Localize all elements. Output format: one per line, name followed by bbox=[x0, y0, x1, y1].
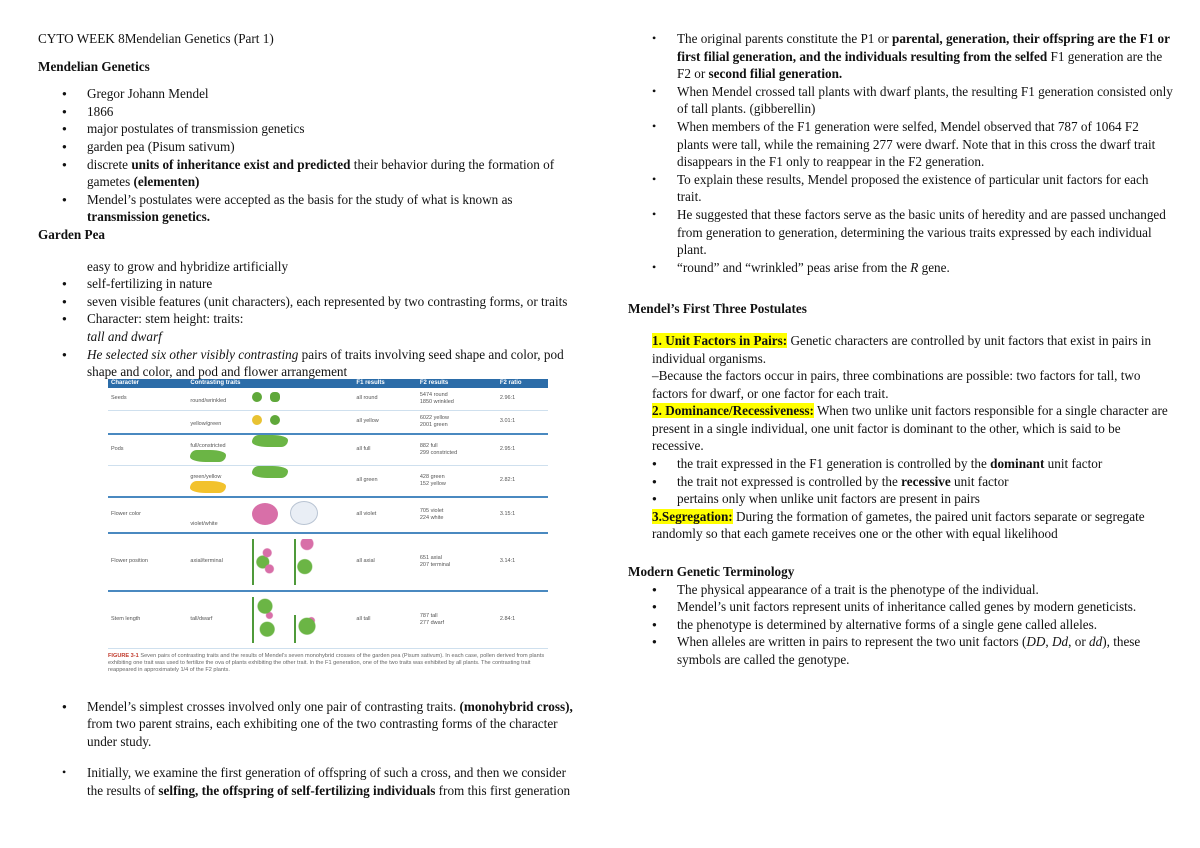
constricted-pod-image bbox=[190, 450, 226, 462]
white-flower-image bbox=[290, 501, 318, 525]
heading-postulates: Mendel’s First Three Postulates bbox=[628, 301, 807, 317]
cell-ratio: 3.01:1 bbox=[497, 410, 548, 434]
tall-dwarf-text: tall and dwarf bbox=[87, 328, 162, 344]
cell-f2: 705 violet 224 white bbox=[417, 497, 497, 533]
list-item: ● 1866 bbox=[38, 103, 583, 121]
document-title: CYTO WEEK 8Mendelian Genetics (Part 1) bbox=[38, 31, 274, 46]
list-item: ● garden pea (Pisum sativum) bbox=[38, 138, 583, 156]
green-pod-image bbox=[252, 466, 288, 478]
violet-flower-image bbox=[252, 503, 278, 525]
generations-list bbox=[628, 30, 1173, 276]
cell-ratio: 3.14:1 bbox=[497, 533, 548, 591]
header-f2: F2 results bbox=[417, 379, 497, 388]
cell-f1: all round bbox=[353, 388, 416, 411]
cell-character: Stem length bbox=[108, 591, 187, 649]
list-item-alleles: ● When alleles are written in pairs to represent the two unit factors (DD, Dd, or dd), these symbols are called the genotype. bbox=[628, 633, 1173, 668]
green-pea-image bbox=[270, 415, 280, 425]
list-item-initially: • Initially, we examine the first generation of offspring of such a cross, and then we consider the results of selfing, the offspring of self-fertilizing individuals from this first generation bbox=[38, 764, 583, 799]
list-item: • When Mendel crossed tall plants with dwarf plants, the resulting F1 generation consisted only of tall plants. (gibberellin) bbox=[628, 83, 1173, 118]
list-item-round: • “round” and “wrinkled” peas arise from the R gene. bbox=[628, 259, 1173, 277]
list-item: ● seven visible features (unit characters), each represented by two contrasting forms, or traits bbox=[38, 293, 583, 311]
list-item: • When members of the F1 generation were selfed, Mendel observed that 787 of 1064 F2 plants were tall, while the remaining 277 were dwarf. Note that in this cross the dwarf trait disappears in the F1 only to reappear in the F2 generation. bbox=[628, 118, 1173, 171]
dominance-list bbox=[628, 455, 1173, 508]
header-traits: Contrasting traits bbox=[187, 379, 353, 388]
yellow-pea-image bbox=[252, 415, 262, 425]
axial-plant-image bbox=[252, 539, 276, 585]
cell-character: Flower position bbox=[108, 533, 187, 591]
heading-mendelian-genetics: Mendelian Genetics bbox=[38, 58, 150, 74]
header-ratio: F2 ratio bbox=[497, 379, 548, 388]
list-item: ● self-fertilizing in nature bbox=[38, 275, 583, 293]
terminal-plant-image bbox=[294, 539, 318, 585]
traits-table bbox=[108, 379, 548, 649]
postulate-1: 1. Unit Factors in Pairs: Genetic characters are controlled by unit factors that exist in pairs in individual organisms. bbox=[652, 332, 1152, 366]
traits-figure bbox=[108, 379, 548, 674]
list-item: ● Mendel’s unit factors represent units of inheritance called genes by modern geneticists. bbox=[628, 598, 1173, 616]
header-f1: F1 results bbox=[353, 379, 416, 388]
list-item: ● major postulates of transmission genetics bbox=[38, 120, 583, 138]
cell-f2: 428 green 152 yellow bbox=[417, 465, 497, 497]
cell-trait: round/wrinkled bbox=[187, 388, 353, 411]
full-pod-image bbox=[252, 435, 288, 447]
list-item: • He suggested that these factors serve as the basic units of heredity and are passed unchanged from generation to generation, determining the various traits expressed by each individual plant. bbox=[628, 206, 1173, 259]
cell-f2: 651 axial 207 terminal bbox=[417, 533, 497, 591]
cell-character: Flower color bbox=[108, 497, 187, 533]
modern-list bbox=[628, 581, 1173, 669]
mendel-list bbox=[38, 85, 583, 226]
cell-f1: all green bbox=[353, 465, 416, 497]
list-item: ● pertains only when unlike unit factors are present in pairs bbox=[628, 490, 1173, 508]
cell-f1: all yellow bbox=[353, 410, 416, 434]
pea-list bbox=[38, 275, 583, 328]
cell-f2: 787 tall 277 dwarf bbox=[417, 591, 497, 649]
list-item-discrete: ● discrete units of inheritance exist and predicted their behavior during the formation of gametes (elementen) bbox=[38, 156, 583, 191]
easy-text: easy to grow and hybridize artificially bbox=[87, 258, 289, 274]
list-item-p1: • The original parents constitute the P1 or parental, generation, their offspring are the F1 or first filial generation, and the individuals resulting from the selfed F1 generation are the F2 or second filial generation. bbox=[628, 30, 1173, 83]
cell-character bbox=[108, 410, 187, 434]
heading-modern-terminology: Modern Genetic Terminology bbox=[628, 564, 795, 580]
cell-ratio: 2.96:1 bbox=[497, 388, 548, 411]
postulate-1-note: –Because the factors occur in pairs, three combinations are possible: two factors for tall, two factors for dwarf, or one factor for each trait. bbox=[652, 368, 1141, 401]
list-item: ● the trait expressed in the F1 generation is controlled by the dominant unit factor bbox=[628, 455, 1173, 473]
list-item-six-other: ● He selected six other visibly contrasting pairs of traits involving seed shape and color, pod shape and color, and pod and flower arrangement bbox=[38, 346, 583, 381]
dwarf-plant-image bbox=[294, 615, 318, 643]
header-character: Character bbox=[108, 379, 187, 388]
tall-plant-image bbox=[252, 597, 276, 643]
postulate-3: 3.Segregation: During the formation of gametes, the paired unit factors separate or segregate randomly so that each gamete receives one or the other with equal likelihood bbox=[652, 508, 1145, 542]
postulates-block bbox=[628, 332, 1173, 455]
cell-f1: all violet bbox=[353, 497, 416, 533]
cell-f2: 882 full 299 constricted bbox=[417, 434, 497, 466]
heading-garden-pea: Garden Pea bbox=[38, 226, 106, 242]
list-item: ● Gregor Johann Mendel bbox=[38, 85, 583, 103]
cell-character: Pods bbox=[108, 434, 187, 466]
cell-character: Seeds bbox=[108, 388, 187, 411]
cell-ratio: 2.84:1 bbox=[497, 591, 548, 649]
cell-ratio: 3.15:1 bbox=[497, 497, 548, 533]
cell-character bbox=[108, 465, 187, 497]
cell-trait: tall/dwarf bbox=[187, 591, 353, 649]
cell-trait: yellow/green bbox=[187, 410, 353, 434]
list-item-simplest: ● Mendel’s simplest crosses involved only one pair of contrasting traits. (monohybrid cross), from two parent strains, each exhibiting one of the two contrasting forms of the character under study. bbox=[38, 698, 583, 751]
wrinkled-pea-image bbox=[270, 392, 280, 402]
right-column bbox=[628, 30, 1173, 669]
cell-f1: all tall bbox=[353, 591, 416, 649]
cell-f2: 5474 round 1850 wrinkled bbox=[417, 388, 497, 411]
list-item-postulates: ● Mendel’s postulates were accepted as the basis for the study of what is known as transmission genetics. bbox=[38, 191, 583, 226]
list-item: ● the trait not expressed is controlled by the recessive unit factor bbox=[628, 473, 1173, 491]
list-item: ● the phenotype is determined by alternative forms of a single gene called alleles. bbox=[628, 616, 1173, 634]
cell-ratio: 2.82:1 bbox=[497, 465, 548, 497]
figure-caption: FIGURE 3-1 Seven pairs of contrasting traits and the results of Mendel’s seven monohybrid crosses of the garden pea (Pisum sativum). In each case, pollen derived from plants exhibiting one trait was used to fertilize the ova of plants exhibiting the other trait. In the F1 generation, one of the two traits was exhibited by all plants. The contrasting trait reappeared in approximately 1/4 of the F2 plants. bbox=[108, 652, 545, 673]
cell-trait: violet/white bbox=[187, 497, 353, 533]
cell-trait: green/yellow bbox=[187, 465, 353, 497]
round-pea-image bbox=[252, 392, 262, 402]
cell-trait: axial/terminal bbox=[187, 533, 353, 591]
list-item: • To explain these results, Mendel proposed the existence of particular unit factors for each trait. bbox=[628, 171, 1173, 206]
cell-ratio: 2.95:1 bbox=[497, 434, 548, 466]
left-column bbox=[38, 30, 583, 800]
cell-trait: full/constricted bbox=[187, 434, 353, 466]
list-item: ● Character: stem height: traits: bbox=[38, 310, 583, 328]
postulate-2: 2. Dominance/Recessiveness: When two unlike unit factors responsible for a single character are present in a single individual, one unit factor is dominant to the other, which is said to be recessive. bbox=[652, 403, 1168, 454]
list-item: ● The physical appearance of a trait is the phenotype of the individual. bbox=[628, 581, 1173, 599]
cell-f2: 6022 yellow 2001 green bbox=[417, 410, 497, 434]
cell-f1: all axial bbox=[353, 533, 416, 591]
yellow-pod-image bbox=[190, 481, 226, 493]
cell-f1: all full bbox=[353, 434, 416, 466]
